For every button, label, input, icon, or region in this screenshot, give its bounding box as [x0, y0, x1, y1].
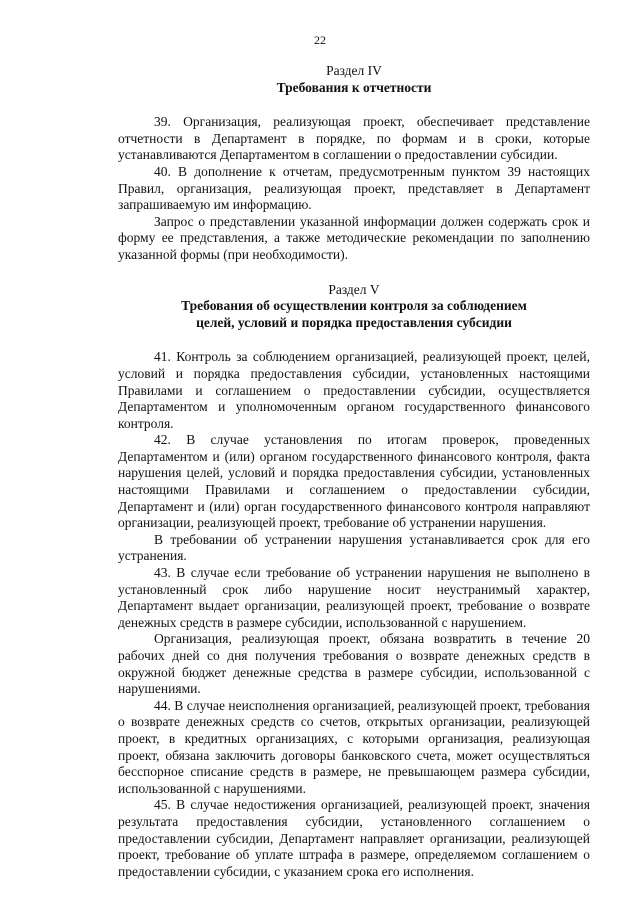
paragraph-42: 42. В случае установления по итогам проверок, проведенных Департаментом и (или) органом государственного финансового контроля, факта нарушения целей, условий и порядка предоставления субсидии, установленных настоящими Правилами и соглашением о предоставлении субсидии, Департамент и (или) орган государственного финансового контроля направляют организации, реализующей проект, требование об устранении нарушения. [118, 432, 590, 531]
paragraph-40-request: Запрос о представлении указанной информации должен содержать срок и форму ее представления, а также методические рекомендации по заполнению указанной формы (при необходимости). [118, 213, 590, 262]
paragraph-41: 41. Контроль за соблюдением организацией, реализующей проект, целей, условий и порядка предоставления субсидии, установленных настоящими Правилами и соглашением о предоставлении субсидии, осуществляется Департаментом и уполномоченным органом государственного финансового контроля. [118, 349, 590, 431]
paragraph-43: 43. В случае если требование об устранении нарушения не выполнено в установленный срок либо нарушение носит неустранимый характер, Департамент выдает организации, реализующей проект, требование о возврате денежных средств в размере субсидии, использованной с нарушением. [118, 565, 590, 630]
paragraph-44: 44. В случае неисполнения организацией, реализующей проект, требования о возврате денежных средств со счетов, открытых организации, реализующей проект, в кредитных организациях, с которыми организация, реализующая проект, обязана заключить договоры банковского счета, может осуществляться бесспорное списание средств в размере, не превышающем размера субсидии, использованной с нарушениями. [118, 697, 590, 796]
section-label: Раздел V [328, 281, 380, 297]
section-4 [118, 63, 590, 264]
paragraph-40: 40. В дополнение к отчетам, предусмотренным пунктом 39 настоящих Правил, организация, реализующая проект, представляет в Департамент запрашиваемую им информацию. [118, 163, 590, 213]
section-label: Раздел IV [326, 63, 382, 78]
paragraph-43-refund: Организация, реализующая проект, обязана возвратить в течение 20 рабочих дней со дня получения требования о возврате денежных средств в окружной бюджет денежные средства в размере субсидии, использованной с нарушениями. [118, 631, 590, 697]
section-5 [118, 282, 590, 881]
paragraph-45: 45. В случае недостижения организацией, реализующей проект, значения результата предоставления субсидии, установленного соглашением о предоставлении субсидии, Департамент направляет организации, реализующей проект, требование об уплате штрафа в размере, определяемом соглашением о предоставлении субсидии, с указанием срока его исполнения. [118, 797, 590, 879]
document-body [118, 63, 590, 880]
page-number: 22 [314, 33, 326, 47]
paragraph-42-term: В требовании об устранении нарушения устанавливается срок для его устранения. [118, 531, 590, 564]
paragraph-39: 39. Организация, реализующая проект, обеспечивает представление отчетности в Департамент в порядке, по формам и в сроки, которые устанавливаются Департаментом в соглашении о предоставлении субсидии. [118, 114, 590, 163]
section-title-line-1: Требования об осуществлении контроля за соблюдением [181, 298, 527, 314]
section-title-line-2: целей, условий и порядка предоставления субсидии [196, 314, 512, 330]
section-title: Требования к отчетности [276, 79, 432, 95]
